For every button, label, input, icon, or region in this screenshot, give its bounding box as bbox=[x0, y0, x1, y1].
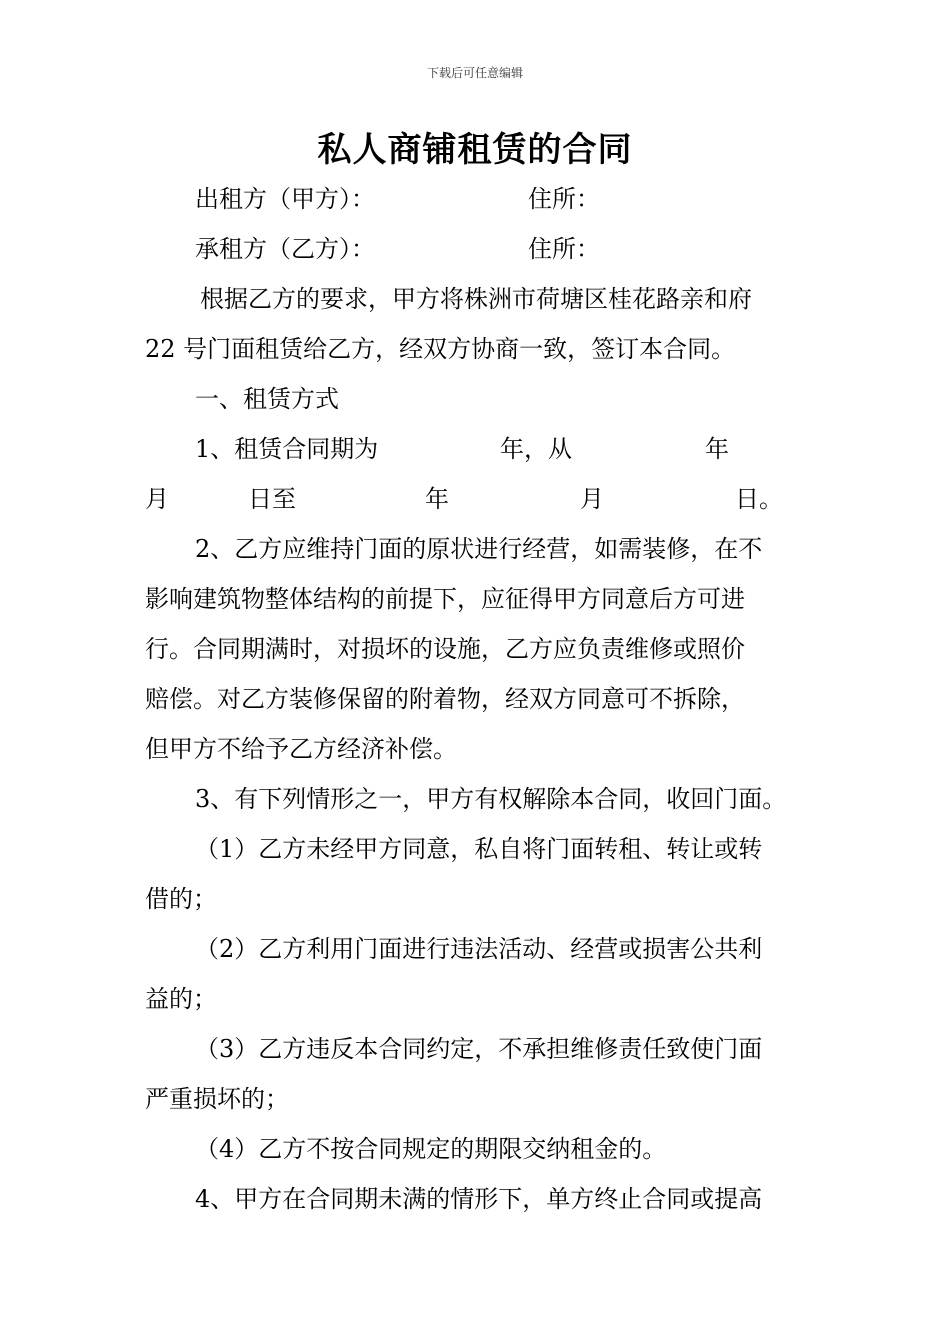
section-1-heading: 一、租赁方式 bbox=[195, 385, 339, 413]
clause-3-intro: 3、有下列情形之一，甲方有权解除本合同，收回门面。 bbox=[195, 785, 787, 813]
clause-2-text: 赔偿。对乙方装修保留的附着物，经双方同意可不拆除， bbox=[145, 685, 745, 713]
clause-1-year-from: 年，从 bbox=[500, 435, 572, 463]
clause-3-item: 益的； bbox=[145, 985, 217, 1013]
lessee-address-label: 住所： bbox=[528, 235, 600, 263]
clause-1-month-start: 月 bbox=[145, 485, 169, 513]
clause-2-text: 但甲方不给予乙方经济补偿。 bbox=[145, 735, 457, 763]
clause-1-month-end: 月 bbox=[580, 485, 604, 513]
clause-2-text: 影响建筑物整体结构的前提下，应征得甲方同意后方可进 bbox=[145, 585, 745, 613]
page-header-note: 下载后可任意编辑 bbox=[426, 66, 523, 80]
document-title: 私人商铺租赁的合同 bbox=[317, 130, 633, 170]
clause-1-year-start: 年 bbox=[705, 435, 729, 463]
clause-2-text: 2、乙方应维持门面的原状进行经营，如需装修，在不 bbox=[195, 535, 763, 563]
clause-2-text: 行。合同期满时，对损坏的设施，乙方应负责维修或照价 bbox=[145, 635, 745, 663]
clause-1-year-end: 年 bbox=[425, 485, 449, 513]
intro-text: 22 号门面租赁给乙方，经双方协商一致，签订本合同。 bbox=[145, 335, 736, 363]
clause-3-item: （3）乙方违反本合同约定，不承担维修责任致使门面 bbox=[195, 1035, 763, 1063]
lessor-address-label: 住所： bbox=[528, 185, 600, 213]
lessee-label: 承租方（乙方）： bbox=[195, 235, 375, 263]
clause-1-day-end: 日。 bbox=[735, 485, 783, 513]
intro-text: 根据乙方的要求，甲方将株洲市荷塘区桂花路亲和府 bbox=[200, 285, 752, 313]
lessor-label: 出租方（甲方）： bbox=[195, 185, 375, 213]
clause-3-item: （4）乙方不按合同规定的期限交纳租金的。 bbox=[195, 1135, 667, 1163]
clause-3-item: （1）乙方未经甲方同意，私自将门面转租、转让或转 bbox=[195, 835, 763, 863]
clause-3-item: （2）乙方利用门面进行违法活动、经营或损害公共利 bbox=[195, 935, 763, 963]
clause-1-label: 1、租赁合同期为 bbox=[195, 435, 379, 463]
clause-1-day-to: 日至 bbox=[248, 485, 296, 513]
clause-4-text: 4、甲方在合同期未满的情形下，单方终止合同或提高 bbox=[195, 1185, 763, 1213]
clause-3-item: 严重损坏的； bbox=[145, 1085, 289, 1113]
clause-3-item: 借的； bbox=[145, 885, 217, 913]
